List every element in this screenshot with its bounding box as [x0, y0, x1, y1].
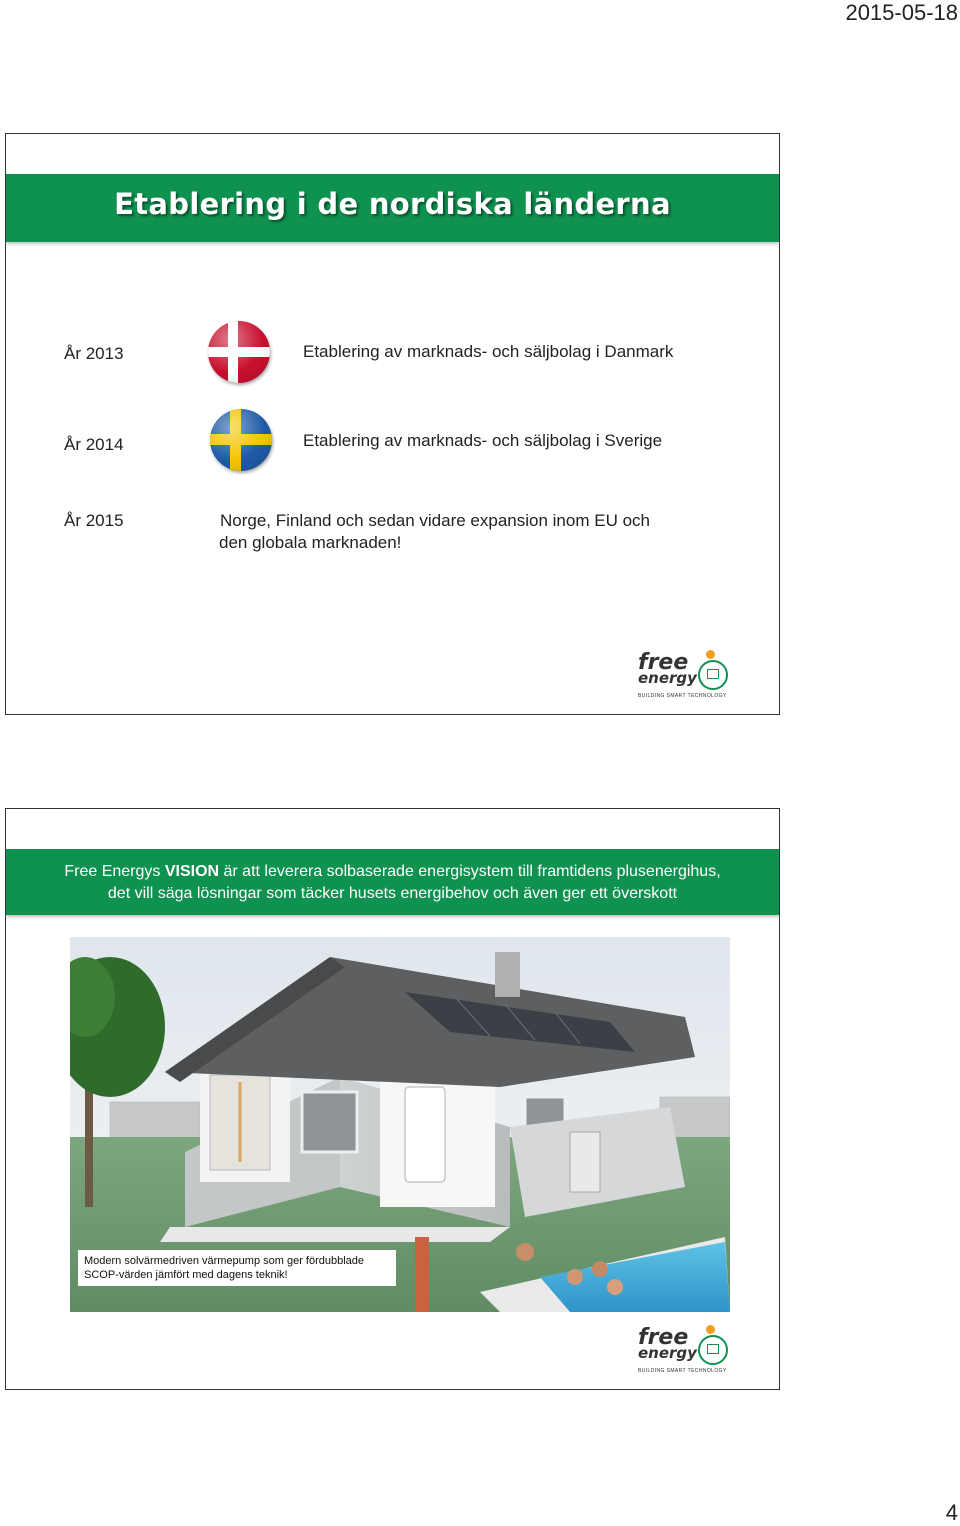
sun-icon — [706, 650, 715, 659]
row-2015-text-line1: Norge, Finland och sedan vidare expansion inom EU och — [220, 511, 650, 530]
vision-text-line2: det vill säga lösningar som täcker husets energibehov och även ger ett överskott — [107, 885, 678, 902]
year-2015: År 2015 — [64, 511, 124, 530]
image-caption — [78, 1250, 396, 1286]
free-energy-logo — [638, 652, 738, 702]
vision-band — [6, 849, 779, 915]
logo-word-free: free — [638, 1325, 689, 1350]
page-number: 4 — [945, 1500, 958, 1525]
year-2013: År 2013 — [64, 344, 124, 363]
vision-bold-word: VISION — [164, 863, 220, 880]
logo-tagline: BUILDING SMART TECHNOLOGY — [638, 1368, 727, 1374]
caption-line1: Modern solvärmedriven värmepump som ger fördubblade — [84, 1255, 365, 1267]
house-icon — [698, 660, 728, 690]
caption-line2: SCOP-värden jämfört med dagens teknik! — [84, 1269, 288, 1281]
year-2014: År 2014 — [64, 435, 124, 454]
row-2015-text-line2: den globala marknaden! — [219, 533, 402, 552]
sun-icon — [706, 1325, 715, 1334]
house-icon — [698, 1335, 728, 1365]
vision-text-line1: är att leverera solbaserade energisystem till framtidens plusenergihus, — [219, 863, 721, 880]
slide-nordic-establishment — [5, 133, 780, 715]
free-energy-logo — [638, 1327, 738, 1377]
title-band — [6, 174, 779, 242]
row-2014-text: Etablering av marknads- och säljbolag i Sverige — [303, 431, 663, 450]
row-2013-text: Etablering av marknads- och säljbolag i Danmark — [303, 342, 674, 361]
sweden-flag-icon — [210, 409, 272, 471]
denmark-flag-icon — [208, 321, 270, 383]
logo-word-energy: energy — [638, 1344, 697, 1362]
logo-tagline: BUILDING SMART TECHNOLOGY — [638, 693, 727, 699]
logo-word-free: free — [638, 650, 689, 675]
vision-statement — [6, 861, 779, 905]
house-illustration — [70, 937, 730, 1312]
slide-vision — [5, 808, 780, 1390]
slide-title: Etablering i de nordiska länderna — [114, 187, 671, 221]
vision-text-before: Free Energys — [64, 863, 165, 880]
page-date: 2015-05-18 — [845, 0, 958, 25]
logo-word-energy: energy — [638, 669, 697, 687]
